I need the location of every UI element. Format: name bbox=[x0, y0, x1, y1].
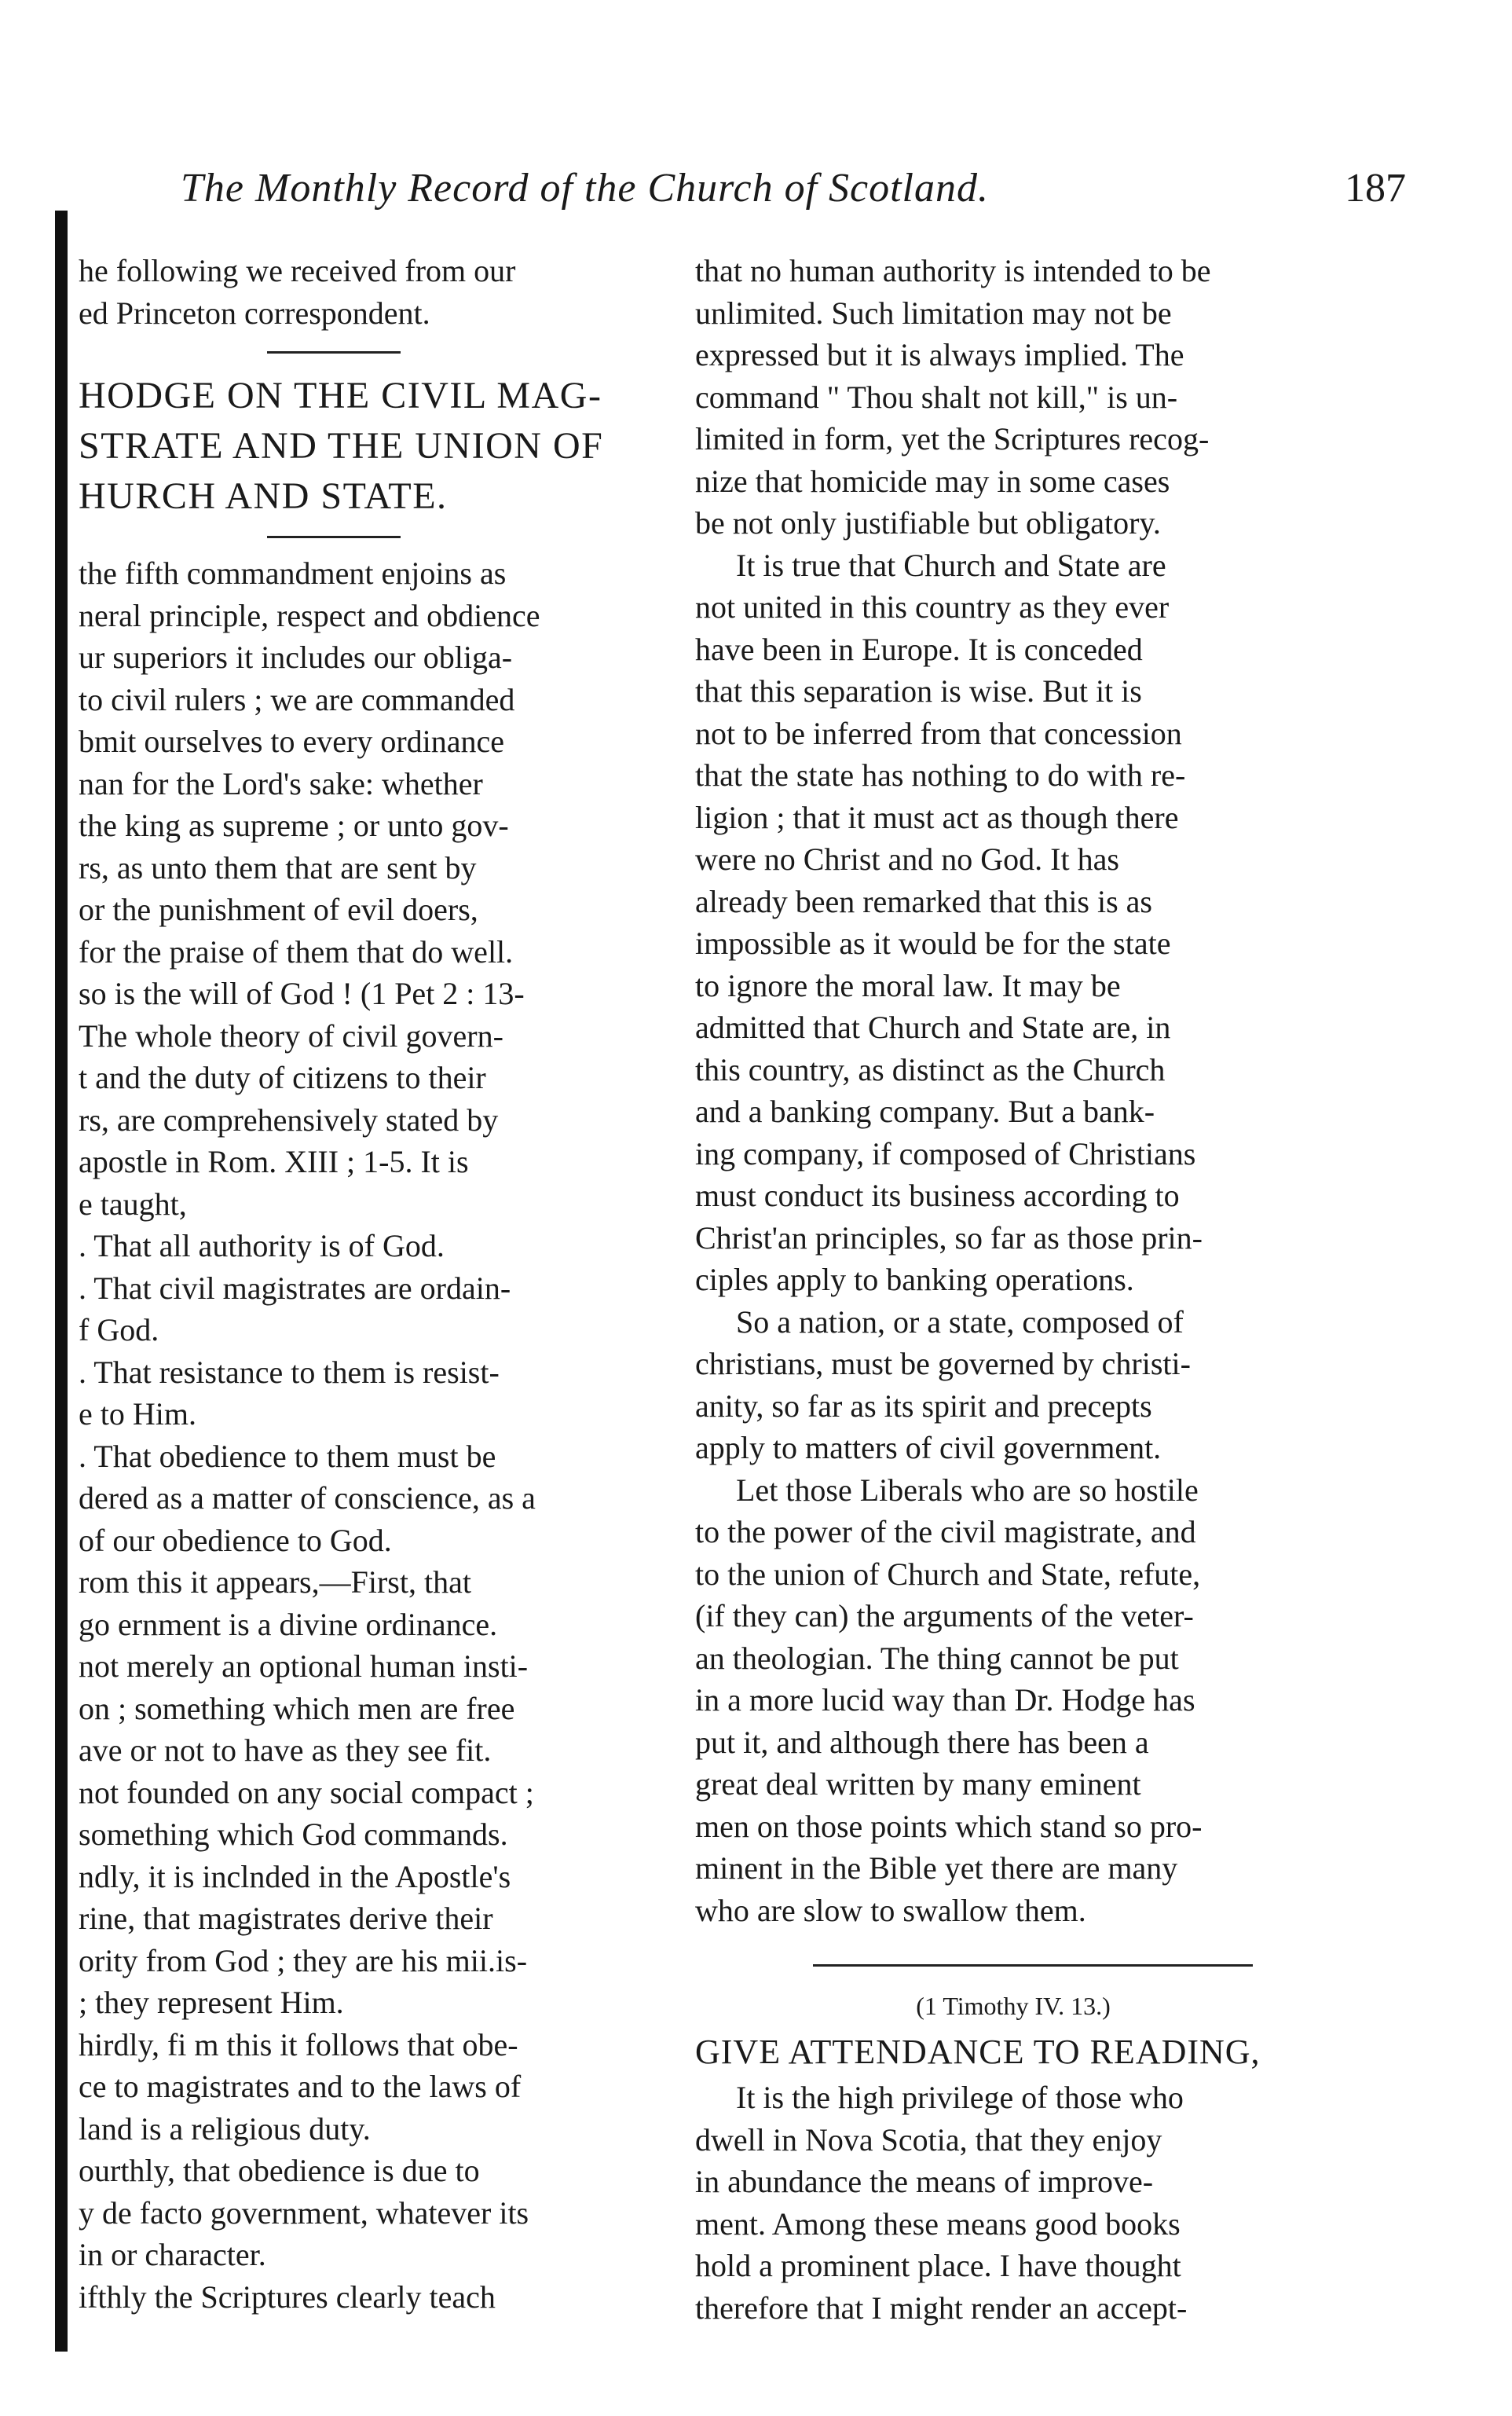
text-line: ed Princeton correspondent. bbox=[79, 295, 430, 331]
text-line: rs, as unto them that are sent by bbox=[79, 849, 477, 885]
text-line: on ; something which men are free bbox=[79, 1690, 515, 1726]
text-line: must conduct its business according to bbox=[695, 1178, 1180, 1213]
text-line: to ignore the moral law. It may be bbox=[695, 967, 1121, 1003]
text-line: . That civil magistrates are ordain- bbox=[79, 1270, 511, 1306]
text-line: the king as supreme ; or unto gov- bbox=[79, 808, 509, 843]
article-body bbox=[79, 552, 703, 2318]
text-line: It is the high privilege of those who bbox=[736, 2080, 1184, 2115]
text-line: It is true that Church and State are bbox=[736, 547, 1166, 583]
text-line: ifthly the Scriptures clearly teach bbox=[79, 2279, 496, 2315]
text-line: and a banking company. But a bank- bbox=[695, 1094, 1155, 1129]
text-line: not united in this country as they ever bbox=[695, 589, 1170, 625]
paragraph bbox=[695, 1301, 1378, 1469]
text-line: t and the duty of citizens to their bbox=[79, 1060, 486, 1095]
text-line: ourthly, that obedience is due to bbox=[79, 2153, 480, 2188]
text-line: who are slow to swallow them. bbox=[695, 1892, 1086, 1928]
text-line: neral principle, respect and obdience bbox=[79, 597, 540, 633]
text-line: e to Him. bbox=[79, 1396, 196, 1432]
text-line: something which God commands. bbox=[79, 1817, 508, 1852]
heading-line: HODGE ON THE CIVIL MAG- bbox=[79, 375, 602, 416]
text-line: in or character. bbox=[79, 2237, 266, 2272]
text-line: Let those Liberals who are so hostile bbox=[736, 1472, 1199, 1508]
text-line: ing company, if composed of Christians bbox=[695, 1135, 1196, 1171]
text-line: so is the will of God ! (1 Pet 2 : 13- bbox=[79, 976, 525, 1011]
paragraph bbox=[695, 2077, 1378, 2329]
heading-line: HURCH AND STATE. bbox=[79, 475, 448, 517]
binding-edge-shadow bbox=[55, 211, 68, 2352]
paragraph bbox=[695, 250, 1378, 544]
text-line: land is a religious duty. bbox=[79, 2110, 371, 2147]
article-heading: GIVE ATTENDANCE TO READING, bbox=[695, 2033, 1261, 2071]
text-line: rs, are comprehensively stated by bbox=[79, 1102, 499, 1138]
text-line: bmit ourselves to every ordinance bbox=[79, 724, 505, 759]
running-title: The Monthly Record of the Church of Scotland. bbox=[181, 166, 989, 211]
text-line: expressed but it is always implied. The bbox=[695, 337, 1184, 372]
text-line: an theologian. The thing cannot be put bbox=[695, 1640, 1179, 1676]
text-line: . That all authority is of God. bbox=[79, 1228, 445, 1263]
text-line: admitted that Church and State are, in bbox=[695, 1010, 1171, 1045]
text-line: ciples apply to banking operations. bbox=[695, 1262, 1134, 1297]
text-line: that no human authority is intended to be bbox=[695, 253, 1211, 288]
scripture-citation: (1 Timothy IV. 13.) bbox=[916, 1992, 1111, 2020]
text-line: therefore that I might render an accept- bbox=[695, 2290, 1188, 2326]
text-line: of our obedience to God. bbox=[79, 1522, 392, 1558]
text-line: go ernment is a divine ordinance. bbox=[79, 1606, 498, 1642]
text-line: apply to matters of civil government. bbox=[695, 1430, 1162, 1465]
text-line: anity, so far as its spirit and precepts bbox=[695, 1388, 1152, 1424]
text-line: hirdly, fi m this it follows that obe- bbox=[79, 2026, 518, 2062]
section-divider bbox=[813, 1964, 1253, 1967]
text-line: not founded on any social compact ; bbox=[79, 1774, 534, 1810]
text-line: rom this it appears,—First, that bbox=[79, 1564, 471, 1600]
text-line: command " Thou shalt not kill," is un- bbox=[695, 379, 1178, 415]
text-line: already been remarked that this is as bbox=[695, 883, 1152, 919]
left-column bbox=[79, 250, 703, 2340]
text-line: limited in form, yet the Scriptures recog- bbox=[695, 421, 1210, 456]
text-line: be not only justifiable but obligatory. bbox=[695, 505, 1161, 541]
text-line: Christ'an principles, so far as those prin- bbox=[695, 1219, 1203, 1256]
text-line: ave or not to have as they see fit. bbox=[79, 1732, 492, 1768]
page-number: 187 bbox=[1345, 166, 1406, 211]
text-line: christians, must be governed by christi- bbox=[695, 1346, 1191, 1381]
text-line: have been in Europe. It is conceded bbox=[695, 631, 1143, 667]
text-line: nan for the Lord's sake: whether bbox=[79, 765, 483, 801]
text-line: nize that homicide may in some cases bbox=[695, 463, 1170, 499]
text-line: ment. Among these means good books bbox=[695, 2205, 1181, 2242]
right-column bbox=[695, 250, 1378, 2340]
text-line: ce to magistrates and to the laws of bbox=[79, 2069, 522, 2104]
text-line: The whole theory of civil govern- bbox=[79, 1017, 503, 1054]
text-line: that the state has nothing to do with re- bbox=[695, 757, 1186, 793]
text-line: he following we received from our bbox=[79, 253, 516, 288]
text-line: in a more lucid way than Dr. Hodge has bbox=[695, 1682, 1195, 1718]
text-line: in abundance the means of improve- bbox=[695, 2164, 1154, 2199]
text-line: the fifth commandment enjoins as bbox=[79, 555, 507, 591]
text-line: for the praise of them that do well. bbox=[79, 933, 514, 970]
paragraph bbox=[695, 544, 1378, 1301]
text-line: ority from God ; they are his mii.is- bbox=[79, 1942, 528, 1978]
section-divider bbox=[267, 536, 401, 538]
text-line: or the punishment of evil doers, bbox=[79, 892, 478, 927]
text-line: . That resistance to them is resist- bbox=[79, 1354, 500, 1390]
text-line: not merely an optional human insti- bbox=[79, 1648, 529, 1684]
text-line: great deal written by many eminent bbox=[695, 1766, 1141, 1802]
text-line: hold a prominent place. I have thought bbox=[695, 2248, 1181, 2283]
text-line: y de facto government, whatever its bbox=[79, 2194, 529, 2231]
text-line: (if they can) the arguments of the veter- bbox=[695, 1598, 1194, 1633]
text-line: apostle in Rom. XIII ; 1-5. It is bbox=[79, 1144, 469, 1179]
text-line: ligion ; that it must act as though there bbox=[695, 799, 1179, 835]
heading-line: STRATE AND THE UNION OF bbox=[79, 425, 604, 467]
text-line: rine, that magistrates derive their bbox=[79, 1901, 493, 1936]
text-line: impossible as it would be for the state bbox=[695, 926, 1171, 961]
text-line: men on those points which stand so pro- bbox=[695, 1808, 1203, 1844]
paragraph bbox=[695, 1469, 1378, 1932]
text-line: put it, and although there has been a bbox=[695, 1724, 1149, 1760]
text-line: this country, as distinct as the Church bbox=[695, 1051, 1166, 1087]
text-line: to civil rulers ; we are commanded bbox=[79, 681, 515, 717]
text-line: dered as a matter of conscience, as a bbox=[79, 1480, 536, 1516]
text-line: to the union of Church and State, refute, bbox=[695, 1556, 1201, 1592]
intro-paragraph bbox=[79, 250, 703, 334]
text-line: were no Christ and no God. It has bbox=[695, 841, 1119, 877]
text-line: minent in the Bible yet there are many bbox=[695, 1850, 1178, 1886]
running-header bbox=[181, 165, 1406, 220]
text-line: that this separation is wise. But it is bbox=[695, 673, 1142, 709]
text-line: So a nation, or a state, composed of bbox=[736, 1303, 1184, 1340]
text-line: f God. bbox=[79, 1312, 159, 1347]
text-line: . That obedience to them must be bbox=[79, 1438, 496, 1474]
text-line: to the power of the civil magistrate, and bbox=[695, 1514, 1196, 1549]
text-line: e taught, bbox=[79, 1186, 187, 1222]
text-line: ur superiors it includes our obliga- bbox=[79, 640, 513, 675]
article-heading bbox=[79, 371, 703, 522]
section-divider bbox=[267, 351, 401, 354]
text-line: not to be inferred from that concession bbox=[695, 715, 1182, 751]
text-line: ; they represent Him. bbox=[79, 1985, 344, 2020]
text-line: dwell in Nova Scotia, that they enjoy bbox=[695, 2121, 1162, 2158]
text-line: ndly, it is inclnded in the Apostle's bbox=[79, 1858, 511, 1894]
text-line: unlimited. Such limitation may not be bbox=[695, 295, 1172, 331]
